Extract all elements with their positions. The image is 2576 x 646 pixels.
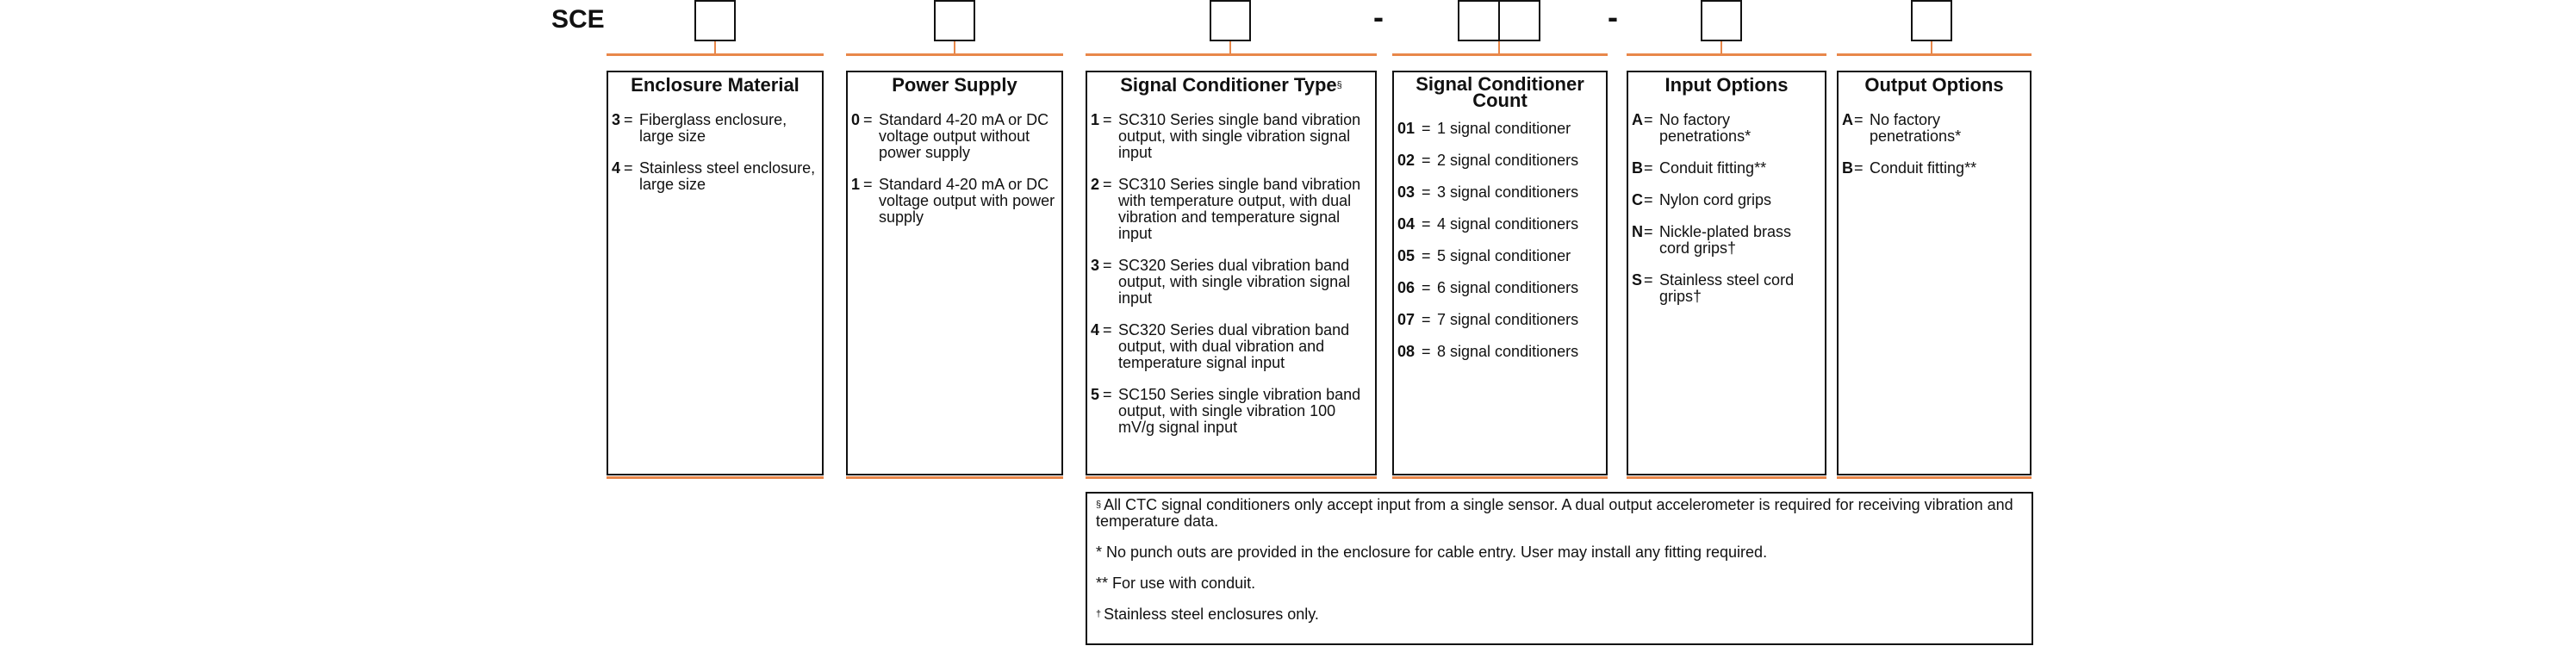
option-list [1087, 112, 1375, 436]
input-code-box[interactable] [1701, 0, 1742, 41]
option-text: 8 signal conditioners [1437, 343, 1579, 360]
panel-title [1394, 72, 1606, 109]
panel-title-line2: Count [1472, 90, 1528, 111]
option-list [848, 112, 1061, 226]
option-item [1632, 112, 1820, 145]
option-item [1632, 192, 1820, 208]
option-text: Nylon cord grips [1659, 191, 1772, 208]
equals-sign: = [1422, 343, 1431, 360]
option-item [1091, 322, 1370, 371]
equals-sign: = [624, 111, 633, 128]
option-item [1397, 121, 1601, 137]
option-text: Standard 4-20 mA or DC voltage output without power supply [879, 111, 1049, 161]
option-text: SC310 Series single band vibration output, with single vibration signal input [1118, 111, 1361, 161]
option-text: Stainless steel enclosure, large size [639, 159, 816, 193]
footnote-asterisk [1096, 544, 2023, 561]
option-item [1091, 258, 1370, 307]
equals-sign: = [1422, 311, 1431, 328]
option-code: C [1632, 191, 1643, 208]
connector-line [1720, 41, 1722, 53]
equals-sign: = [863, 111, 873, 128]
option-list [1394, 121, 1606, 360]
equals-sign: = [1644, 223, 1653, 240]
option-code: 04 [1397, 215, 1416, 233]
option-item [612, 160, 817, 193]
equals-sign: = [1422, 247, 1431, 264]
connector-line [1931, 41, 1932, 53]
panel-title [1087, 72, 1375, 95]
equals-sign: = [1854, 159, 1864, 177]
option-code: 4 [612, 159, 621, 177]
option-item [1842, 112, 2025, 145]
option-text: 6 signal conditioners [1437, 279, 1579, 296]
panel-title: Power Supply [892, 74, 1017, 96]
option-item [1842, 160, 2025, 177]
footnote-double-asterisk [1096, 575, 2023, 592]
footnote-text: All CTC signal conditioners only accept input from a single sensor. A dual output accelerometer is required for receiving vibration and temperature data. [1096, 496, 2013, 530]
equals-sign: = [863, 176, 873, 193]
orange-underline [607, 476, 824, 479]
option-text: No factory penetrations* [1659, 111, 1752, 145]
equals-sign: = [1422, 183, 1431, 201]
option-item [1397, 248, 1601, 264]
panel-title-line1: Signal Conditioner [1416, 73, 1584, 95]
option-list [1628, 112, 1825, 305]
option-item [1397, 312, 1601, 328]
equals-sign: = [1103, 257, 1112, 274]
separator-dash: - [1373, 0, 1384, 34]
panel-title-text: Signal Conditioner Type [1120, 74, 1337, 96]
equals-sign: = [1103, 111, 1112, 128]
power-code-box[interactable] [934, 0, 975, 41]
equals-sign: = [1103, 321, 1112, 339]
option-text: Conduit fitting** [1870, 159, 1977, 177]
equals-sign: = [1644, 191, 1653, 208]
option-code: 4 [1091, 321, 1100, 339]
option-text: SC320 Series dual vibration band output, with single vibration signal input [1118, 257, 1351, 307]
equals-sign: = [1422, 279, 1431, 296]
equals-sign: = [1422, 152, 1431, 169]
option-code: 1 [1091, 111, 1100, 128]
option-item [1397, 152, 1601, 169]
footnote-mark: § [1096, 500, 1102, 510]
part-number-prefix: SCE [551, 5, 605, 34]
option-item [1091, 177, 1370, 242]
option-text: 5 signal conditioner [1437, 247, 1571, 264]
footnotes-box [1086, 492, 2033, 645]
option-item [1397, 216, 1601, 233]
option-text: 2 signal conditioners [1437, 152, 1579, 169]
signal-conditioner-type-panel [1086, 71, 1377, 475]
output-code-box[interactable] [1911, 0, 1952, 41]
option-code: 2 [1091, 176, 1100, 193]
option-text: Fiberglass enclosure, large size [639, 111, 787, 145]
orange-rule [1627, 53, 1826, 56]
option-text: Conduit fitting** [1659, 159, 1767, 177]
option-code: 3 [612, 111, 621, 128]
equals-sign: = [1422, 120, 1431, 137]
option-text: Standard 4-20 mA or DC voltage output with power supply [879, 176, 1055, 226]
footnote-text: * No punch outs are provided in the enclosure for cable entry. User may install any fitting required. [1096, 544, 1768, 561]
option-item [1091, 112, 1370, 161]
option-code: 0 [851, 111, 861, 128]
orange-underline [1392, 476, 1608, 479]
orange-rule [1086, 53, 1377, 56]
orange-rule [1837, 53, 2032, 56]
option-text: SC150 Series single vibration band output, with single vibration 100 mV/g signal input [1118, 386, 1361, 436]
option-list [1839, 112, 2030, 177]
option-code: 01 [1397, 120, 1416, 137]
power-supply-panel [846, 71, 1063, 475]
input-options-panel [1627, 71, 1826, 475]
option-code: 06 [1397, 279, 1416, 296]
footnote-text: Stainless steel enclosures only. [1104, 606, 1319, 623]
connector-line [1498, 41, 1500, 53]
orange-underline [1627, 476, 1826, 479]
option-item [1632, 160, 1820, 177]
option-code: N [1632, 223, 1643, 240]
output-options-panel [1837, 71, 2032, 475]
section-mark: § [1336, 80, 1342, 90]
option-text: 4 signal conditioners [1437, 215, 1579, 233]
orange-rule [846, 53, 1063, 56]
panel-title: Enclosure Material [631, 74, 800, 96]
footnote-mark: † [1096, 609, 1102, 619]
option-code: 07 [1397, 311, 1416, 328]
equals-sign: = [1644, 159, 1653, 177]
orange-underline [846, 476, 1063, 479]
signal-conditioner-count-panel [1392, 71, 1608, 475]
option-code: 3 [1091, 257, 1100, 274]
equals-sign: = [624, 159, 633, 177]
orange-underline [1086, 476, 1377, 479]
connector-line [954, 41, 955, 53]
enclosure-code-box[interactable] [694, 0, 736, 41]
signal-type-code-box[interactable] [1210, 0, 1251, 41]
option-code: 08 [1397, 343, 1416, 360]
option-code: A [1632, 111, 1643, 128]
connector-line [714, 41, 716, 53]
footnote-section [1096, 497, 2023, 530]
option-text: No factory penetrations* [1870, 111, 1962, 145]
option-text: SC310 Series single band vibration with temperature output, with dual vibration and temperature signal input [1118, 176, 1361, 242]
option-text: 1 signal conditioner [1437, 120, 1571, 137]
enclosure-material-panel [607, 71, 824, 475]
equals-sign: = [1422, 215, 1431, 233]
option-item [1397, 344, 1601, 360]
option-item [1632, 224, 1820, 257]
option-code: B [1632, 159, 1643, 177]
connector-line [1229, 41, 1231, 53]
option-item [1091, 387, 1370, 436]
option-list [608, 112, 822, 193]
option-item [1397, 184, 1601, 201]
option-text: 7 signal conditioners [1437, 311, 1579, 328]
equals-sign: = [1103, 386, 1112, 403]
option-code: 1 [851, 176, 861, 193]
orange-rule [607, 53, 824, 56]
option-code: 02 [1397, 152, 1416, 169]
option-code: S [1632, 271, 1643, 289]
orange-underline [1837, 476, 2032, 479]
option-code: 5 [1091, 386, 1100, 403]
equals-sign: = [1103, 176, 1112, 193]
option-text: 3 signal conditioners [1437, 183, 1579, 201]
option-item [851, 177, 1056, 226]
option-text: Nickle-plated brass cord grips† [1659, 223, 1792, 257]
equals-sign: = [1854, 111, 1864, 128]
option-code: A [1842, 111, 1853, 128]
option-code: 03 [1397, 183, 1416, 201]
panel-title: Output Options [1864, 74, 2004, 96]
option-item [612, 112, 817, 145]
option-code: B [1842, 159, 1853, 177]
option-item [851, 112, 1056, 161]
signal-count-code-box[interactable] [1458, 0, 1540, 41]
orange-rule [1392, 53, 1608, 56]
panel-title: Input Options [1664, 74, 1789, 96]
equals-sign: = [1644, 111, 1653, 128]
footnote-text: ** For use with conduit. [1096, 575, 1256, 592]
footnote-dagger [1096, 606, 2023, 623]
separator-dash: - [1608, 0, 1618, 34]
option-text: SC320 Series dual vibration band output, with dual vibration and temperature signal input [1118, 321, 1350, 371]
option-item [1632, 272, 1820, 305]
option-text: Stainless steel cord grips† [1659, 271, 1795, 305]
option-code: 05 [1397, 247, 1416, 264]
option-item [1397, 280, 1601, 296]
equals-sign: = [1644, 271, 1653, 289]
